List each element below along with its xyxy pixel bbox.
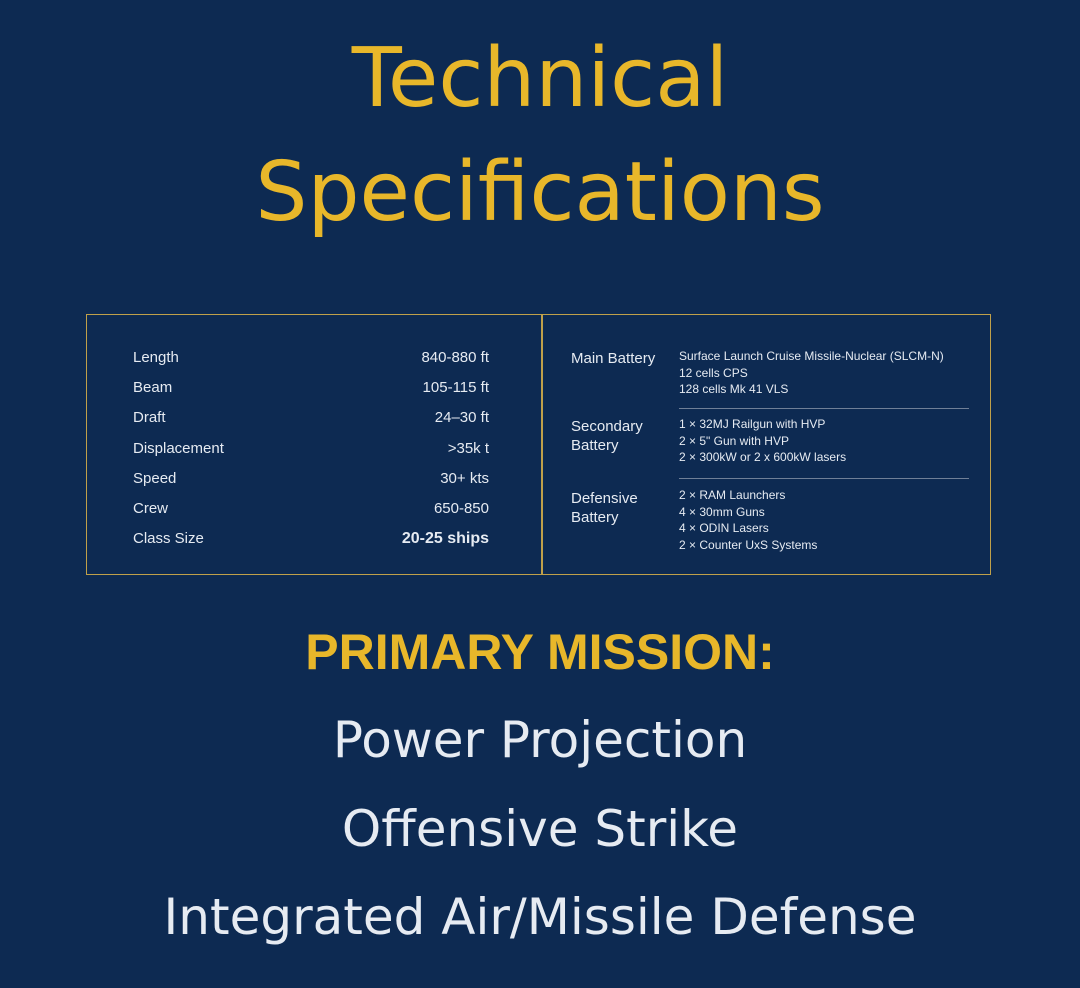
mission-line-power-projection: Power Projection (332, 711, 748, 769)
armament-item: 2 × RAM Launchers (679, 488, 786, 502)
main-battery-items (679, 348, 944, 398)
armament-item: 2 × Counter UxS Systems (679, 537, 818, 552)
panel-divider (541, 315, 543, 574)
armament-label-line: Battery (571, 437, 619, 454)
spec-row-class-size (133, 527, 489, 551)
page-title-line-1: Technical (351, 31, 729, 126)
spec-value: >35k t (447, 440, 489, 457)
spec-value: 840-880 ft (421, 349, 489, 366)
specifications-panel (86, 314, 991, 575)
spec-value: 24–30 ft (434, 409, 489, 426)
spec-row-draft (133, 406, 489, 430)
main-battery-label (571, 349, 655, 368)
mission-line-offensive-strike: Offensive Strike (341, 800, 739, 858)
spec-row-speed (133, 467, 489, 491)
page-title-line-2: Specifications (255, 145, 825, 240)
armament-label-line: Battery (571, 509, 619, 526)
primary-mission-heading: PRIMARY MISSION: (305, 624, 775, 680)
spec-label: Crew (133, 500, 169, 517)
armament-label-line: Secondary (571, 418, 643, 435)
spec-value: 20-25 ships (401, 530, 489, 547)
armament-item: Surface Launch Cruise Missile-Nuclear (SLCM-N) (679, 349, 944, 363)
spec-row-crew (133, 497, 489, 521)
spec-label: Length (133, 349, 179, 366)
spec-label: Displacement (133, 440, 224, 457)
secondary-battery-items (679, 416, 846, 466)
armament-item: 2 × 300kW or 2 x 600kW lasers (679, 450, 847, 464)
spec-label: Beam (133, 379, 173, 396)
spec-label: Speed (133, 470, 177, 487)
spec-value: 30+ kts (440, 470, 489, 487)
armament-label-line: Defensive (571, 490, 638, 507)
spec-row-beam (133, 376, 489, 400)
defensive-battery-items (679, 487, 817, 553)
armament-label-line: Main Battery (571, 350, 656, 367)
spec-value: 650-850 (433, 500, 489, 517)
armament-item: 4 × ODIN Lasers (679, 521, 769, 535)
spec-value: 105-115 ft (422, 379, 489, 396)
spec-label: Draft (133, 409, 166, 426)
armament-item: 2 × 5" Gun with HVP (679, 433, 789, 448)
armament-separator (679, 408, 969, 409)
armament-separator (679, 478, 969, 479)
armament-item: 4 × 30mm Guns (679, 504, 765, 519)
spec-row-displacement (133, 437, 489, 461)
defensive-battery-label (571, 489, 638, 527)
spec-label: Class Size (133, 530, 204, 547)
secondary-battery-label (571, 417, 643, 455)
armament-item: 128 cells Mk 41 VLS (679, 382, 789, 396)
armament-item: 12 cells CPS (679, 365, 748, 380)
armament-item: 1 × 32MJ Railgun with HVP (679, 417, 826, 431)
spec-row-length (133, 346, 489, 370)
mission-line-air-missile-defense: Integrated Air/Missile Defense (163, 888, 917, 946)
